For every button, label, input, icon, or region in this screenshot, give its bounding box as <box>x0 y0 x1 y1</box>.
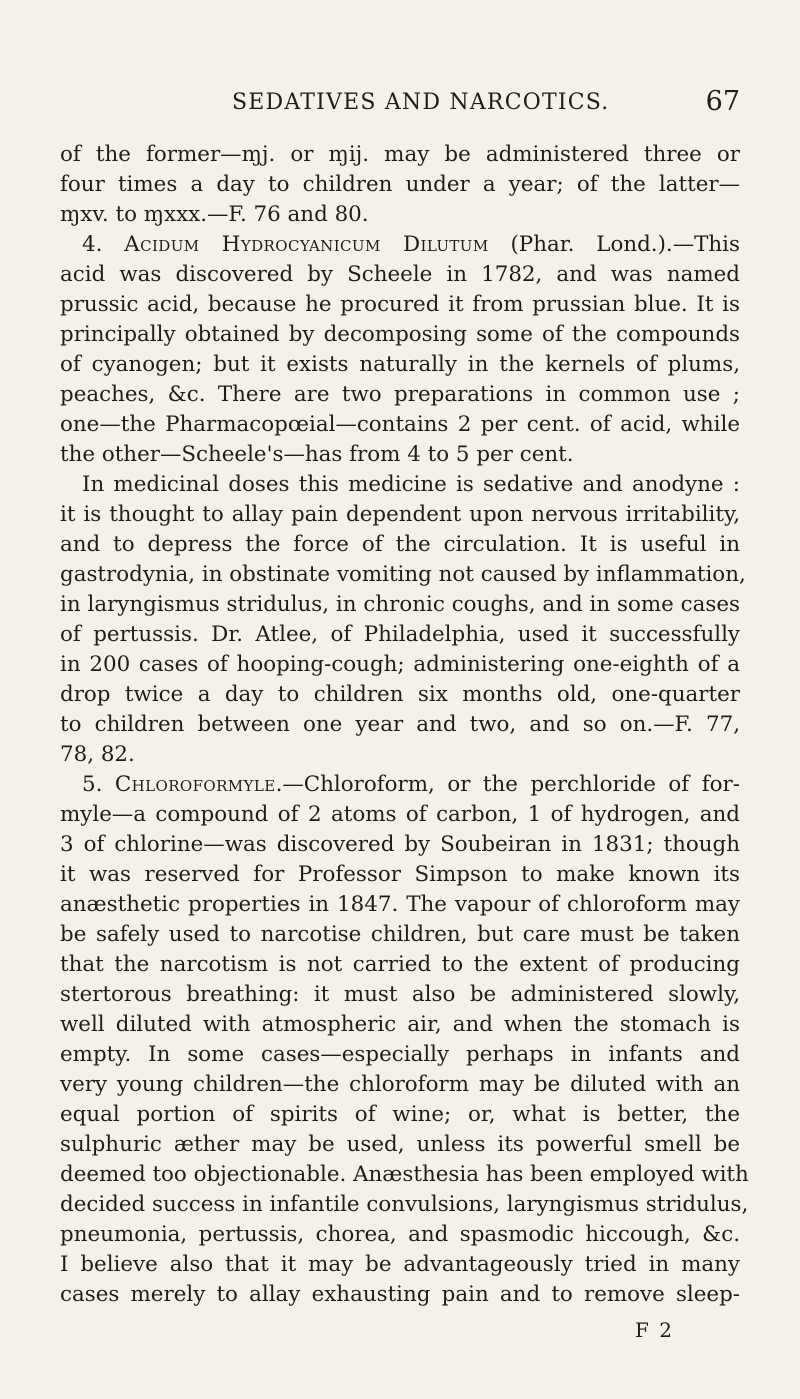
text-line: stertorous breathing: it must also be administered slowly, <box>60 982 740 1007</box>
text-line: to children between one year and two, and so on.—F. 77, <box>60 712 740 737</box>
text-line: in laryngismus stridulus, in chronic coughs, and in some cases <box>60 592 740 617</box>
section-heading-line <box>60 230 740 260</box>
section-heading: Chloroformyle <box>114 772 276 797</box>
text-line: myle—a compound of 2 atoms of carbon, 1 of hydrogen, and <box>60 802 740 827</box>
text-line: very young children—the chloroform may be diluted with an <box>60 1072 740 1097</box>
text-line: 3 of chlorine—was discovered by Soubeiran in 1831; though <box>60 832 740 857</box>
text-line: it is thought to allay pain dependent upon nervous irritability, <box>60 502 740 527</box>
text-line: cases merely to allay exhausting pain and to remove sleep- <box>60 1282 740 1307</box>
section-number: 5. <box>82 772 115 797</box>
text-line: acid was discovered by Scheele in 1782, and was named <box>60 262 740 287</box>
text-line: one—the Pharmacopœial—contains 2 per cent. of acid, while <box>60 412 740 437</box>
text-line: well diluted with atmospheric air, and when the stomach is <box>60 1012 740 1037</box>
text-line: equal portion of spirits of wine; or, what is better, the <box>60 1102 740 1127</box>
text-line: empty. In some cases—especially perhaps in infants and <box>60 1042 740 1067</box>
text-line: four times a day to children under a year; of the latter— <box>60 172 740 197</box>
text-line: and to depress the force of the circulation. It is useful in <box>60 532 740 557</box>
text-line: deemed too objectionable. Anæsthesia has been employed with <box>60 1162 749 1187</box>
text-line: of cyanogen; but it exists naturally in the kernels of plums, <box>60 352 740 377</box>
text-line: be safely used to narcotise children, but care must be taken <box>60 922 740 947</box>
text-line: peaches, &c. There are two preparations in common use ; <box>60 382 740 407</box>
section-heading-line <box>60 770 740 800</box>
text-line: prussic acid, because he procured it from prussian blue. It is <box>60 292 740 317</box>
text-line: gastrodynia, in obstinate vomiting not caused by inflammation, <box>60 562 746 587</box>
text-line: of the former—ɱj. or ɱij. may be administered three or <box>60 142 740 167</box>
section-number: 4. <box>82 232 125 257</box>
text-line: In medicinal doses this medicine is sedative and anodyne : <box>82 472 740 497</box>
text-line: that the narcotism is not carried to the extent of producing <box>60 952 740 977</box>
text-line: drop twice a day to children six months old, one-quarter <box>60 682 740 707</box>
text-line: ɱxv. to ɱxxx.—F. 76 and 80. <box>60 202 369 227</box>
page-number: 67 <box>705 86 740 117</box>
page-header <box>60 86 740 120</box>
section-text: (Phar. Lond.).—This <box>488 232 740 257</box>
text-line: 78, 82. <box>60 742 135 767</box>
section-heading: Acidum Hydrocyanicum Dilutum <box>124 232 489 257</box>
text-line: pneumonia, pertussis, chorea, and spasmodic hiccough, &c. <box>60 1222 740 1247</box>
text-line: it was reserved for Professor Simpson to make known its <box>60 862 740 887</box>
text-line: of pertussis. Dr. Atlee, of Philadelphia, used it successfully <box>60 622 740 647</box>
body-text <box>60 140 749 1310</box>
section-text: .—Chloroform, or the perchloride of for- <box>275 772 740 797</box>
text-line: I believe also that it may be advantageously tried in many <box>60 1252 740 1277</box>
running-head: SEDATIVES AND NARCOTICS. <box>232 90 610 115</box>
text-line: sulphuric æther may be used, unless its powerful smell be <box>60 1132 740 1157</box>
text-line: in 200 cases of hooping-cough; administering one-eighth of a <box>60 652 740 677</box>
text-line: anæsthetic properties in 1847. The vapour of chloroform may <box>60 892 740 917</box>
text-line: decided success in infantile convulsions, laryngismus stridulus, <box>60 1192 749 1217</box>
signature-mark: F 2 <box>635 1318 674 1342</box>
text-line: principally obtained by decomposing some of the compounds <box>60 322 740 347</box>
text-line: the other—Scheele's—has from 4 to 5 per cent. <box>60 442 574 467</box>
